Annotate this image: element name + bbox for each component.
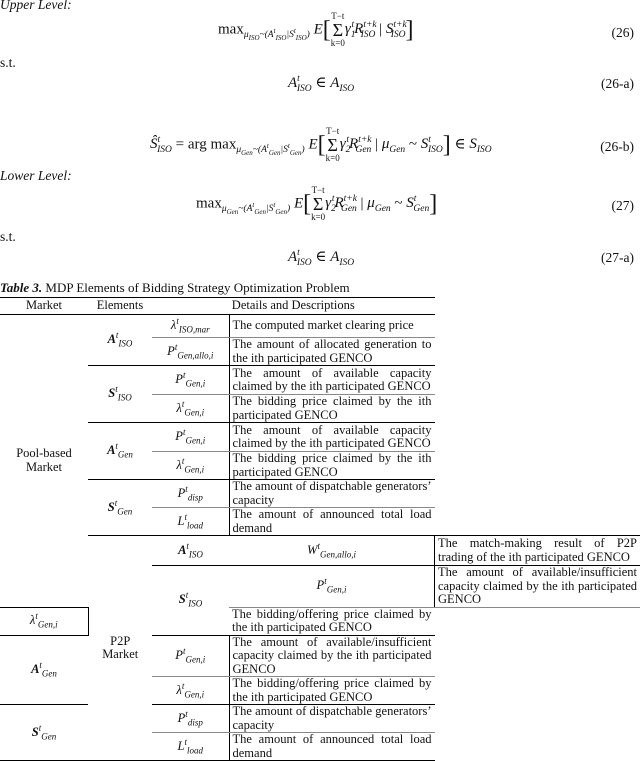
equation-number: (26) <box>612 25 635 41</box>
table-cell: The amount of announced total load demand <box>229 733 435 761</box>
subject-to-label: s.t. <box>0 55 16 71</box>
equation-26a: $A^t_{ISO}$ ∈ $A_{ISO}$ <box>288 73 354 94</box>
table-cell: The amount of available/insufficient capacity claimed by the ith participated GENCO <box>229 635 435 677</box>
var-p-gen-allo: $P^t_{Gen,allo,i}$ <box>152 338 229 366</box>
equation-27a: $A^t_{ISO}$ ∈ $A_{ISO}$ <box>288 247 354 268</box>
var-lambda-iso-mar: $\lambda^t_{ISO,mar}$ <box>152 315 229 338</box>
table-caption <box>0 280 350 296</box>
var-lambda-gen-i: $\lambda^t_{Gen,i}$ <box>152 452 229 480</box>
var-p-disp: $P^t_{disp}$ <box>152 705 229 733</box>
table-cell: The amount of dispatchable generators’ capacity <box>229 480 435 508</box>
header-market: Market <box>0 298 88 315</box>
var-p-gen-i: $P^t_{Gen,i}$ <box>229 566 435 608</box>
equation-number: (27) <box>612 198 635 214</box>
table-caption-text: MDP Elements of Bidding Strategy Optimization Problem <box>42 280 350 295</box>
table-cell: The bidding/offering price claimed by the ith participated GENCO <box>229 607 435 635</box>
table-row <box>0 423 640 452</box>
var-p-disp: $P^t_{disp}$ <box>152 480 229 508</box>
table-cell: The amount of announced total load demand <box>229 508 435 536</box>
header-elements: Elements <box>88 298 152 315</box>
table-header-row <box>0 298 640 315</box>
equation-number: (26-a) <box>601 76 634 92</box>
table-row <box>0 480 640 508</box>
table-cell: The match-making result of P2P trading of the ith participated GENCO <box>435 536 640 566</box>
market-pool: Pool-based Market <box>0 315 88 608</box>
table-cell: The amount of allocated generation to the ith participated GENCO <box>229 338 435 366</box>
equation-number: (27-a) <box>601 250 634 266</box>
var-lambda-gen-i: $\lambda^t_{Gen,i}$ <box>152 395 229 423</box>
mdp-elements-table <box>0 297 640 761</box>
element-state-gen: $S^t_{Gen}$ <box>0 705 88 761</box>
table-cell: The amount of available capacity claimed by the ith participated GENCO <box>229 423 435 452</box>
var-p-gen-i: $P^t_{Gen,i}$ <box>152 635 229 677</box>
table-row <box>0 366 640 395</box>
lower-level-heading: Lower Level: <box>0 168 72 184</box>
element-action-gen: $A^t_{Gen}$ <box>88 423 152 480</box>
table-cell: The amount of available/insufficient capacity claimed by the ith participated GENCO <box>435 566 640 608</box>
element-action-gen: $A^t_{Gen}$ <box>0 635 88 705</box>
equation-number: (26-b) <box>600 139 634 155</box>
var-p-gen-i: $P^t_{Gen,i}$ <box>152 423 229 452</box>
equation-27: $\max_{\mu_{Gen}\sim(A^t_{Gen}|S^t_{Gen})} E[T-t$ Σ $k=0\gamma_2^tR^{t+k}_{Gen}$ | $\mu_{Gen}$ ~ $S^t_{Gen}$] <box>196 186 437 222</box>
var-lambda-gen-i: $\lambda^t_{Gen,i}$ <box>152 677 229 705</box>
element-action-iso: $A^t_{ISO}$ <box>88 315 152 366</box>
var-w-gen-allo: $W^t_{Gen,allo,i}$ <box>229 536 435 566</box>
table-row <box>0 315 640 338</box>
var-p-gen-i: $P^t_{Gen,i}$ <box>152 366 229 395</box>
element-state-gen: $S^t_{Gen}$ <box>88 480 152 536</box>
var-lambda-gen-i: $\lambda^t_{Gen,i}$ <box>0 607 88 635</box>
table-cell: The computed market clearing price <box>229 315 435 338</box>
var-l-load: $L^t_{load}$ <box>152 733 229 761</box>
market-p2p: P2P Market <box>88 536 152 761</box>
var-l-load: $L^t_{load}$ <box>152 508 229 536</box>
table-caption-label: Table 3. <box>0 280 42 295</box>
upper-level-heading: Upper Level: <box>0 0 72 13</box>
table-cell: The amount of available capacity claimed by the ith participated GENCO <box>229 366 435 395</box>
table-row <box>0 536 640 566</box>
equation-26b: $Ŝ^t_{ISO}$ = arg $\max_{\mu_{Gen}\sim(A^t_{Gen}|S^t_{Gen})} E[T-t$ Σ $k=0\gamma_2^tR^{t+k}_{Gen}$ | $\mu_{Gen}$ ~ $S^t_{ISO}$] ∈ $S_{ISO}$ <box>150 127 492 163</box>
table-cell: The amount of dispatchable generators’ capacity <box>229 705 435 733</box>
subject-to-label: s.t. <box>0 229 16 245</box>
element-state-iso: $S^t_{ISO}$ <box>88 366 152 423</box>
element-action-iso: $A^t_{ISO}$ <box>152 536 229 566</box>
equation-26: $\max_{\mu_{ISO}\sim(A^t_{ISO}|S^t_{ISO})} E[T-t$ Σ $k=0\gamma_1^tR^{t+k}_{ISO}$ | $S^{t+k}_{ISO}$] <box>218 12 413 48</box>
table-cell: The bidding price claimed by the ith participated GENCO <box>229 452 435 480</box>
table-cell: The bidding/offering price claimed by the ith participated GENCO <box>229 677 435 705</box>
element-state-iso: $S^t_{ISO}$ <box>152 566 229 636</box>
header-details: Details and Descriptions <box>152 298 435 315</box>
table-cell: The bidding price claimed by the ith participated GENCO <box>229 395 435 423</box>
